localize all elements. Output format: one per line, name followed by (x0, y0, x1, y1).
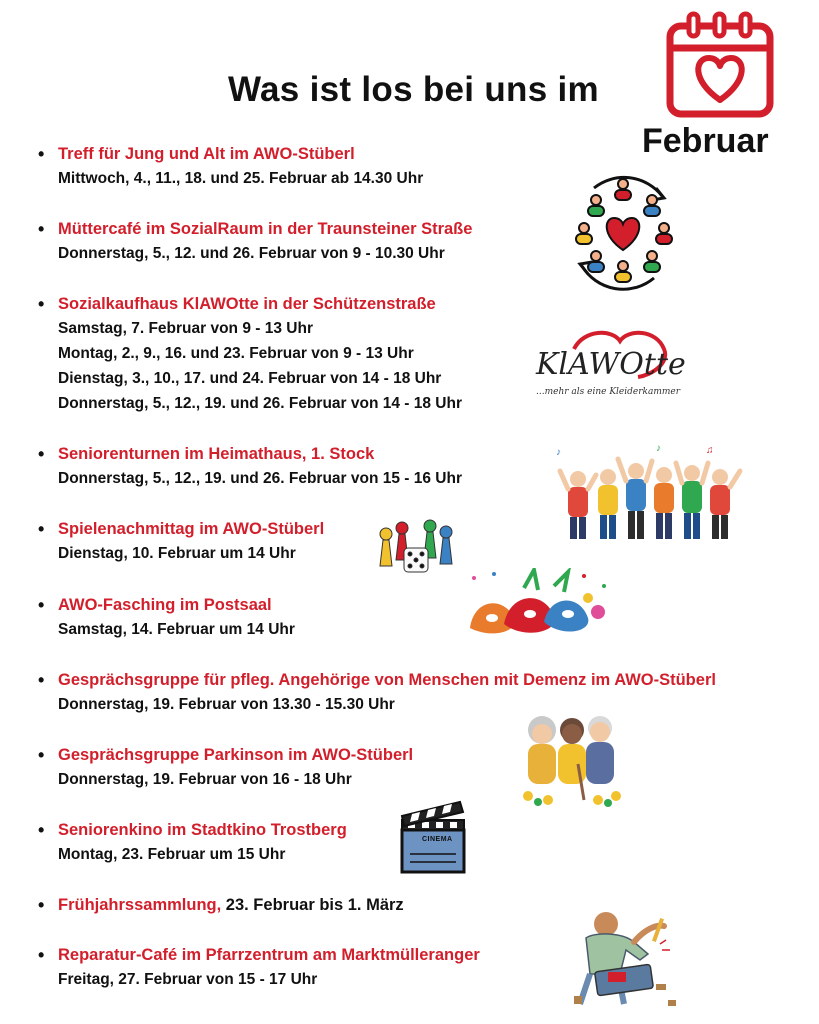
event-title: Müttercafé im SozialRaum in der Traunsteiner Straße (58, 220, 473, 238)
clapperboard-icon (400, 800, 466, 874)
bullet: • (38, 595, 45, 615)
event-title: AWO-Fasching im Postsaal (58, 596, 272, 614)
event-title: Gesprächsgruppe Parkinson im AWO-Stüberl (58, 746, 414, 764)
bullet: • (38, 745, 45, 765)
event-date: Donnerstag, 5., 12., 19. und 26. Februar von 15 - 16 Uhr (58, 470, 462, 487)
event-item (38, 893, 404, 917)
bullet: • (38, 820, 45, 840)
board-game-pieces-icon (372, 518, 458, 578)
svg-text:♫: ♫ (706, 445, 714, 456)
event-date: Donnerstag, 5., 12., 19. und 26. Februar von 14 - 18 Uhr (58, 395, 462, 412)
svg-text:♪: ♪ (656, 443, 661, 454)
event-item (38, 292, 462, 416)
event-date: Freitag, 27. Februar von 15 - 17 Uhr (58, 971, 318, 988)
bullet: • (38, 444, 45, 464)
event-date: Donnerstag, 5., 12. und 26. Februar von 9 - 10.30 Uhr (58, 245, 445, 262)
event-date: Mittwoch, 4., 11., 18. und 25. Februar ab 14.30 Uhr (58, 170, 424, 187)
svg-text:♪: ♪ (556, 447, 561, 458)
event-title: Seniorenturnen im Heimathaus, 1. Stock (58, 445, 375, 463)
event-item (38, 818, 347, 867)
event-item (38, 442, 462, 491)
bullet: • (38, 670, 45, 690)
community-circle-icon (566, 166, 680, 298)
carnival-masks-icon (464, 568, 610, 642)
event-title: Spielenachmittag im AWO-Stüberl (58, 520, 325, 538)
calendar-heart-icon (665, 10, 775, 120)
event-title: Gesprächsgruppe für pfleg. Angehörige von Menschen mit Demenz im AWO-Stüberl (58, 671, 716, 689)
event-date: 23. Februar bis 1. März (221, 896, 404, 914)
event-item (38, 142, 423, 191)
dancing-seniors-illustration (556, 441, 750, 543)
event-item (38, 943, 480, 992)
month-label: Februar (642, 122, 769, 160)
bullet: • (38, 519, 45, 539)
event-date: Samstag, 14. Februar um 14 Uhr (58, 621, 295, 638)
event-item (38, 593, 295, 642)
event-date: Donnerstag, 19. Februar von 16 - 18 Uhr (58, 771, 352, 788)
event-title: Frühjahrssammlung, (58, 896, 222, 914)
bullet: • (38, 219, 45, 239)
elderly-people-illustration (518, 704, 624, 808)
event-date: Montag, 2., 9., 16. und 23. Februar von 9 - 13 Uhr (58, 345, 414, 362)
logo-tagline: ...mehr als eine Kleiderkammer (536, 387, 681, 397)
event-date: Samstag, 7. Februar von 9 - 13 Uhr (58, 320, 313, 337)
event-title: Seniorenkino im Stadtkino Trostberg (58, 821, 347, 839)
event-date: Montag, 23. Februar um 15 Uhr (58, 846, 286, 863)
bullet: • (38, 144, 45, 164)
event-date: Dienstag, 3., 10., 17. und 24. Februar von 14 - 18 Uhr (58, 370, 442, 387)
repair-person-illustration (560, 904, 688, 1012)
event-item (38, 743, 413, 792)
page-title: Was ist los bei uns im (228, 70, 599, 109)
event-date: Donnerstag, 19. Februar von 13.30 - 15.30 Uhr (58, 696, 395, 713)
bullet: • (38, 294, 45, 314)
event-title: Sozialkaufhaus KlAWOtte in der Schützenstraße (58, 295, 436, 313)
clapper-label: CINEMA (422, 836, 453, 843)
event-date: Dienstag, 10. Februar um 14 Uhr (58, 545, 296, 562)
bullet: • (38, 945, 45, 965)
klawotte-logo (534, 327, 704, 405)
event-item (38, 217, 472, 266)
event-title: Reparatur-Café im Pfarrzentrum am Marktmülleranger (58, 946, 480, 964)
event-title: Treff für Jung und Alt im AWO-Stüberl (58, 145, 355, 163)
logo-wordmark: KlAWOtte (536, 347, 686, 382)
bullet: • (38, 895, 45, 915)
event-item (38, 517, 324, 566)
